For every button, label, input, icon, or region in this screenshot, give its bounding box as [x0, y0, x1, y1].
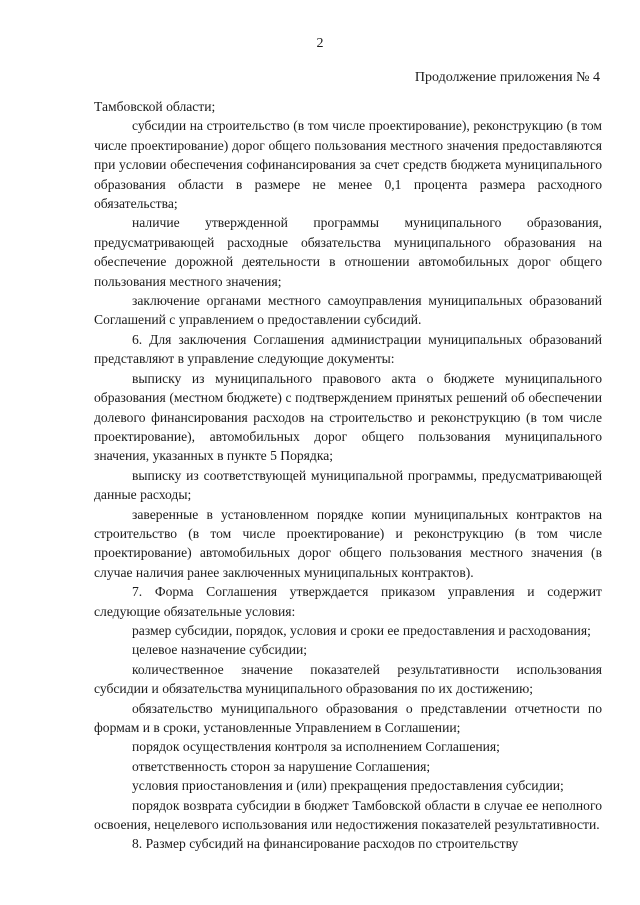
paragraph: Тамбовской области; — [94, 99, 216, 114]
paragraph: порядок возврата субсидии в бюджет Тамбовской области в случае ее неполного освоения, нецелевого использования или недостижения показателей результативности. — [94, 797, 602, 833]
paragraph: 7. Форма Соглашения утверждается приказом управления и содержит следующие обязательные условия: — [94, 584, 602, 619]
paragraph: заключение органами местного самоуправления муниципальных образований Соглашений с управлением о предоставлении субсидий. — [94, 293, 602, 328]
document-body — [94, 97, 602, 854]
paragraph: целевое назначение субсидии; — [132, 642, 308, 658]
paragraph: выписку из соответствующей муниципальной программы, предусматривающей данные расходы; — [94, 467, 602, 503]
paragraph: обязательство муниципального образования о представлении отчетности по формам и в сроки, установленные Управлением в Соглашении; — [94, 700, 602, 735]
page-number: 2 — [316, 36, 324, 51]
paragraph: порядок осуществления контроля за исполнением Соглашения; — [132, 739, 500, 755]
paragraph: субсидии на строительство (в том числе проектирование), реконструкцию (в том числе проектирование) дорог общего пользования местного значения предоставляются при условии обеспечения софинансирования за счет средств бюджета муниципального образования области в размере не менее 0,1 процента размера расходного обязательства; — [94, 118, 602, 212]
paragraph: ответственность сторон за нарушение Соглашения; — [132, 758, 431, 774]
paragraph: 6. Для заключения Соглашения администрации муниципальных образований представляют в управление следующие документы: — [94, 331, 602, 367]
appendix-label: Продолжение приложения № 4 — [414, 70, 600, 85]
paragraph: наличие утвержденной программы муниципального образования, предусматривающей расходные обязательства муниципального образования на обеспечение дорожной деятельности в отношении автомобильных дорог общего пользования местного значения; — [94, 215, 602, 289]
paragraph: заверенные в установленном порядке копии муниципальных контрактов на строительство (в том числе проектирование) и реконструкцию (в том числе проектирование) автомобильных дорог общего пользования местного значения (в случае наличия ранее заключенных муниципальных контрактов). — [94, 506, 602, 580]
paragraph: 8. Размер субсидий на финансирование расходов по строительству — [132, 836, 519, 852]
paragraph: выписку из муниципального правового акта о бюджете муниципального образования (местном бюджете) с подтверждением принятых решений об обеспечении долевого финансирования расходов на строительство и реконструкцию (в том числе проектирование), автомобильных дорог общего пользования муниципального значения, указанных в пункте 5 Порядка; — [94, 370, 602, 464]
paragraph: условия приостановления и (или) прекращения предоставления субсидии; — [132, 778, 564, 794]
paragraph: размер субсидии, порядок, условия и сроки ее предоставления и расходования; — [132, 622, 591, 638]
paragraph: количественное значение показателей результативности использования субсидии и обязательства муниципального образования по их достижению; — [94, 661, 602, 697]
